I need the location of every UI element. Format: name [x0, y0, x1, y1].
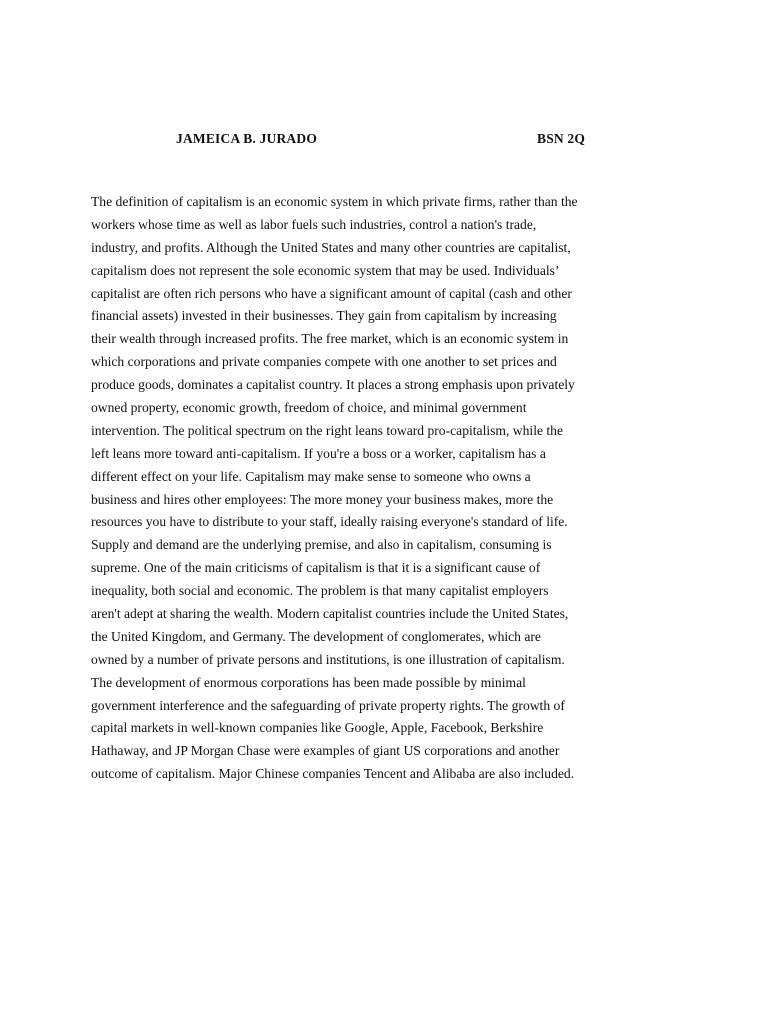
text-line: The definition of capitalism is an economic system in which private firms, rather than the	[91, 194, 578, 209]
text-line: industry, and profits. Although the United States and many other countries are capitalist,	[91, 239, 571, 255]
text-line: owned by a number of private persons and institutions, is one illustration of capitalism.	[91, 651, 565, 667]
author-name: JAMEICA B. JURADO	[176, 131, 318, 146]
text-line: left leans more toward anti-capitalism. If you're a boss or a worker, capitalism has a	[91, 445, 546, 461]
text-line: capitalism does not represent the sole economic system that may be used. Individuals’	[91, 262, 560, 278]
text-line: workers whose time as well as labor fuels such industries, control a nation's trade,	[91, 216, 537, 232]
text-line: intervention. The political spectrum on the right leans toward pro-capitalism, while the	[91, 422, 564, 438]
text-line: business and hires other employees: The more money your business makes, more the	[91, 491, 554, 507]
text-line: The development of enormous corporations has been made possible by minimal	[91, 674, 526, 690]
essay-paragraph	[91, 191, 683, 786]
class-section: BSN 2Q	[537, 131, 586, 146]
text-line: inequality, both social and economic. The problem is that many capitalist employers	[91, 583, 549, 599]
text-line: the United Kingdom, and Germany. The development of conglomerates, which are	[91, 628, 541, 644]
text-line: different effect on your life. Capitalism may make sense to someone who owns a	[91, 468, 531, 484]
text-line: capital markets in well-known companies like Google, Apple, Facebook, Berkshire	[91, 720, 544, 736]
text-line: Supply and demand are the underlying premise, and also in capitalism, consuming is	[91, 537, 552, 553]
text-line: which corporations and private companies compete with one another to set prices and	[91, 354, 557, 370]
text-line: their wealth through increased profits. The free market, which is an economic system in	[91, 331, 569, 347]
text-line: owned property, economic growth, freedom of choice, and minimal government	[91, 400, 527, 416]
document-header	[0, 131, 768, 153]
text-line: Hathaway, and JP Morgan Chase were examples of giant US corporations and another	[91, 743, 560, 759]
text-line: produce goods, dominates a capitalist country. It places a strong emphasis upon privately	[91, 377, 575, 393]
text-line: capitalist are often rich persons who have a significant amount of capital (cash and other	[91, 285, 572, 301]
text-line: aren't adept at sharing the wealth. Modern capitalist countries include the United States,	[91, 606, 569, 622]
text-line: financial assets) invested in their businesses. They gain from capitalism by increasing	[91, 308, 557, 324]
text-line: outcome of capitalism. Major Chinese companies Tencent and Alibaba are also included.	[91, 766, 575, 782]
text-line: government interference and the safeguarding of private property rights. The growth of	[91, 697, 565, 713]
text-line: supreme. One of the main criticisms of capitalism is that it is a significant cause of	[91, 560, 541, 576]
text-line: resources you have to distribute to your staff, ideally raising everyone's standard of life.	[91, 514, 568, 530]
